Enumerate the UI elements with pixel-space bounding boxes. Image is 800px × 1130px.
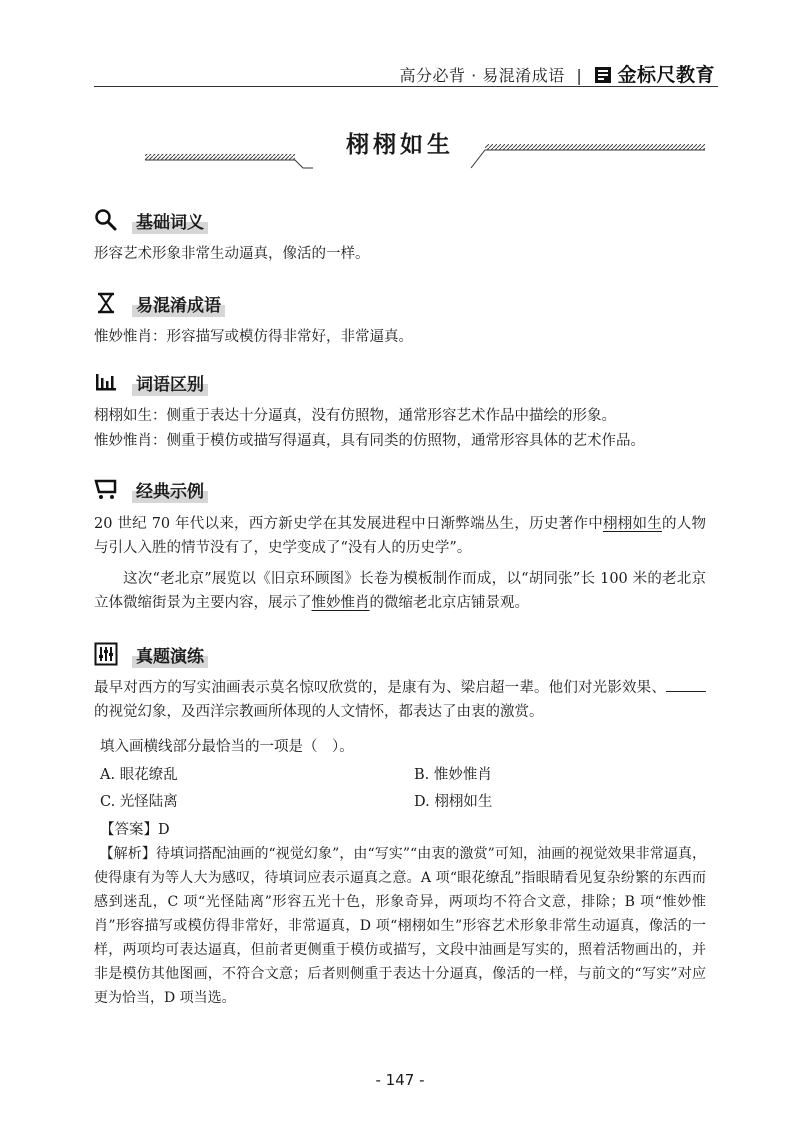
- hourglass-icon: [94, 291, 118, 315]
- answer-blank: [666, 677, 706, 692]
- book-name: 易混淆成语: [482, 66, 565, 85]
- section-label: 易混淆成语: [132, 290, 225, 317]
- brand-logo: 金标尺教育: [617, 64, 715, 86]
- document-icon: [594, 66, 612, 84]
- question-prompt: 填入画横线部分最恰当的一项是（ ）。: [100, 739, 354, 755]
- header-rule: [94, 86, 718, 87]
- option-c: C. 光怪陆离: [100, 794, 178, 810]
- question-stem: 最早对西方的写实油画表示莫名惊叹欣赏的，是康有为、梁启超一辈。他们对光影效果、的视觉幻象，及西洋宗教画所体现的人文情怀，都表达了由衷的激赏。: [94, 676, 706, 724]
- example-paragraph-2: 这次“老北京”展览以《旧京环顾图》长卷为模板制作而成，以“胡同张”长 100 米的老北京立体微缩街景为主要内容，展示了惟妙惟肖的微缩老北京店铺景观。: [94, 571, 706, 611]
- bar-chart-icon: [94, 370, 118, 394]
- confusable-idiom-text: 惟妙惟肖：形容描写或模仿得非常好，非常逼真。: [94, 329, 413, 345]
- highlighted-idiom: 栩栩如生: [602, 516, 662, 532]
- header-separator: |: [576, 66, 583, 85]
- section-label: 词语区别: [132, 369, 208, 396]
- page-number: - 147 -: [375, 1071, 425, 1089]
- cart-icon: [94, 477, 118, 501]
- difference-line-1: 栩栩如生：侧重于表达十分逼真，没有仿照物，通常形容艺术作品中描绘的形象。: [94, 408, 616, 424]
- option-b: B. 惟妙惟肖: [414, 767, 492, 783]
- section-confusable-heading: [94, 290, 225, 316]
- sliders-icon: [94, 642, 118, 666]
- section-basic-heading: [94, 207, 208, 233]
- option-a: A. 眼花缭乱: [100, 767, 178, 783]
- section-difference-heading: [94, 369, 208, 395]
- title-decoration: [145, 140, 705, 170]
- basic-meaning-text: 形容艺术形象非常生动逼真，像活的一样。: [94, 246, 370, 262]
- difference-line-2: 惟妙惟肖：侧重于模仿或描写得逼真，具有同类的仿照物，通常形容具体的艺术作品。: [94, 433, 645, 449]
- section-examples-heading: [94, 476, 208, 502]
- section-label: 真题演练: [132, 641, 208, 668]
- section-label: 基础词义: [132, 207, 208, 234]
- page-title: 栩栩如生: [346, 131, 454, 158]
- series-name: 高分必背: [399, 66, 466, 85]
- section-practice-heading: [94, 641, 208, 667]
- answer-line: 【答案】D: [100, 822, 170, 838]
- highlighted-idiom: 惟妙惟肖: [311, 595, 370, 611]
- running-header: 高分必背 · 易混淆成语 | 金标尺教育: [399, 64, 715, 86]
- option-d: D. 栩栩如生: [414, 794, 493, 810]
- example-paragraph-1: 20 世纪 70 年代以来，西方新史学在其发展进程中日渐弊端丛生，历史著作中栩栩如生的人物与引人入胜的情节没有了，史学变成了“没有人的历史学”。: [94, 516, 706, 556]
- section-label: 经典示例: [132, 476, 208, 503]
- magnifier-icon: [94, 208, 118, 232]
- analysis-paragraph: 【解析】待填词搭配油画的“视觉幻象”，由“写实”“由衷的激赏”可知，油画的视觉效果非常逼真，使得康有为等人大为感叹，待填词应表示逼真之意。A 项“眼花缭乱”指眼睛看见复杂纷繁的东西而感到迷乱，C 项“光怪陆离”形容五光十色，形象奇异，两项均不符合文意，排除；B 项“惟妙惟肖”形容描写或模仿得非常好，非常逼真，D 项“栩栩如生”形容艺术形象非常生动逼真，像活的一样，两项均可表达逼真，但前者更侧重于模仿或描写，文段中油画是写实的，照着活物画出的，并非是模仿其他图画，不符合文意；后者则侧重于表达十分逼真，像活的一样，与前文的“写实”对应更为恰当，D 项当选。: [94, 846, 706, 1006]
